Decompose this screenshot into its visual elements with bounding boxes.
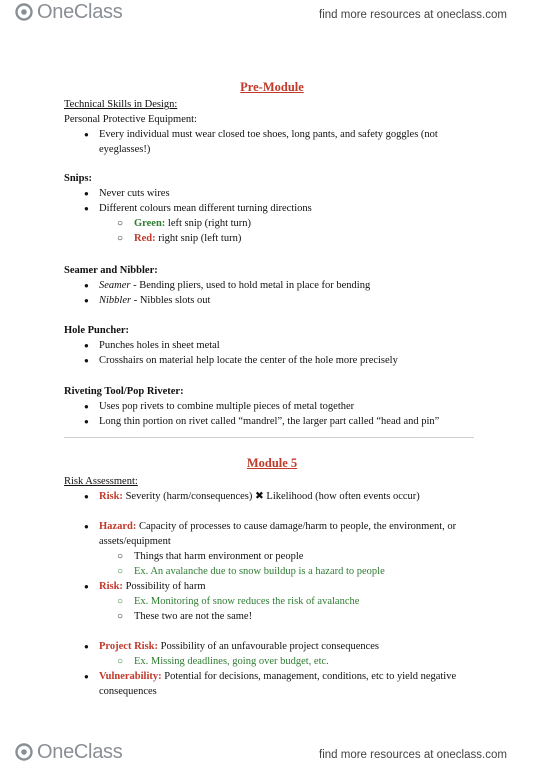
page-title-premodule: Pre-Module: [240, 80, 304, 94]
page-title-module5: Module 5: [246, 456, 298, 470]
sub-list-item-example: ○ Ex. An avalanche due to snow buildup is a hazard to people: [64, 564, 484, 579]
riveting-section: [64, 384, 504, 429]
risk-assessment-heading: Risk Assessment:: [64, 476, 138, 487]
technical-skills-heading: Technical Skills in Design:: [64, 99, 178, 110]
hole-puncher-heading: Hole Puncher:: [64, 325, 130, 336]
list-item-continued: eyeglasses!): [99, 144, 151, 155]
logo-text: OneClass: [37, 0, 123, 23]
list-item-vulnerability: ● Vulnerability: Potential for decisions, management, conditions, etc to yield negative: [64, 669, 484, 684]
sub-list-item-example: ○ Ex. Missing deadlines, going over budget, etc.: [64, 654, 484, 669]
list-item: ● Punches holes in sheet metal: [64, 338, 484, 353]
oneclass-logo-footer[interactable]: [14, 742, 122, 762]
seamer-heading: Seamer and Nibbler:: [64, 265, 158, 276]
sub-list-item: ○ Things that harm environment or people: [64, 549, 484, 564]
ppe-label: Personal Protective Equipment:: [64, 114, 197, 125]
find-resources-link-footer[interactable]: find more resources at oneclass.com: [319, 749, 507, 761]
list-item: ● Seamer - Bending pliers, used to hold metal in place for bending: [64, 278, 484, 293]
list-item: ● Uses pop rivets to combine multiple pieces of metal together: [64, 399, 504, 414]
project-risk-section: [64, 639, 484, 699]
list-item-risk2: ● Risk: Possibility of harm: [64, 579, 484, 594]
find-resources-link[interactable]: find more resources at oneclass.com: [319, 9, 507, 21]
list-item-risk: ● Risk: Severity (harm/consequences) ✖ Likelihood (how often events occur): [64, 489, 484, 504]
hazard-section: [64, 519, 484, 624]
riveting-heading: Riveting Tool/Pop Riveter:: [64, 386, 184, 397]
oneclass-logo-icon: [14, 2, 34, 22]
section-divider: [64, 437, 474, 438]
sub-list-item-green: ○ Green: left snip (right turn): [64, 216, 484, 231]
sub-list-item-red: ○ Red: right snip (left turn): [64, 231, 484, 246]
snips-heading: Snips:: [64, 173, 93, 184]
seamer-section: [64, 263, 484, 308]
list-item: ● Never cuts wires: [64, 186, 484, 201]
logo-text: OneClass: [37, 740, 123, 763]
module5-body: [64, 474, 484, 504]
list-item: ● Every individual must wear closed toe shoes, long pants, and safety goggles (not: [64, 127, 484, 142]
list-item: ● Nibbler - Nibbles slots out: [64, 293, 484, 308]
premodule-body: [64, 97, 484, 157]
list-item-hazard: ● Hazard: Capacity of processes to cause damage/harm to people, the environment, or: [64, 519, 484, 534]
list-item: ● Crosshairs on material help locate the center of the hole more precisely: [64, 353, 484, 368]
sub-list-item: ○ These two are not the same!: [64, 609, 484, 624]
list-item-continued: consequences: [99, 686, 157, 697]
list-item: ● Long thin portion on rivet called “mandrel”, the larger part called “head and pin”: [64, 414, 504, 429]
hole-puncher-section: [64, 323, 484, 368]
snips-section: [64, 171, 484, 246]
list-item-project-risk: ● Project Risk: Possibility of an unfavourable project consequences: [64, 639, 484, 654]
oneclass-logo[interactable]: [14, 2, 122, 22]
sub-list-item-example: ○ Ex. Monitoring of snow reduces the risk of avalanche: [64, 594, 484, 609]
oneclass-logo-icon: [14, 742, 34, 762]
list-item-continued: assets/equipment: [99, 536, 171, 547]
list-item: ● Different colours mean different turning directions: [64, 201, 484, 216]
